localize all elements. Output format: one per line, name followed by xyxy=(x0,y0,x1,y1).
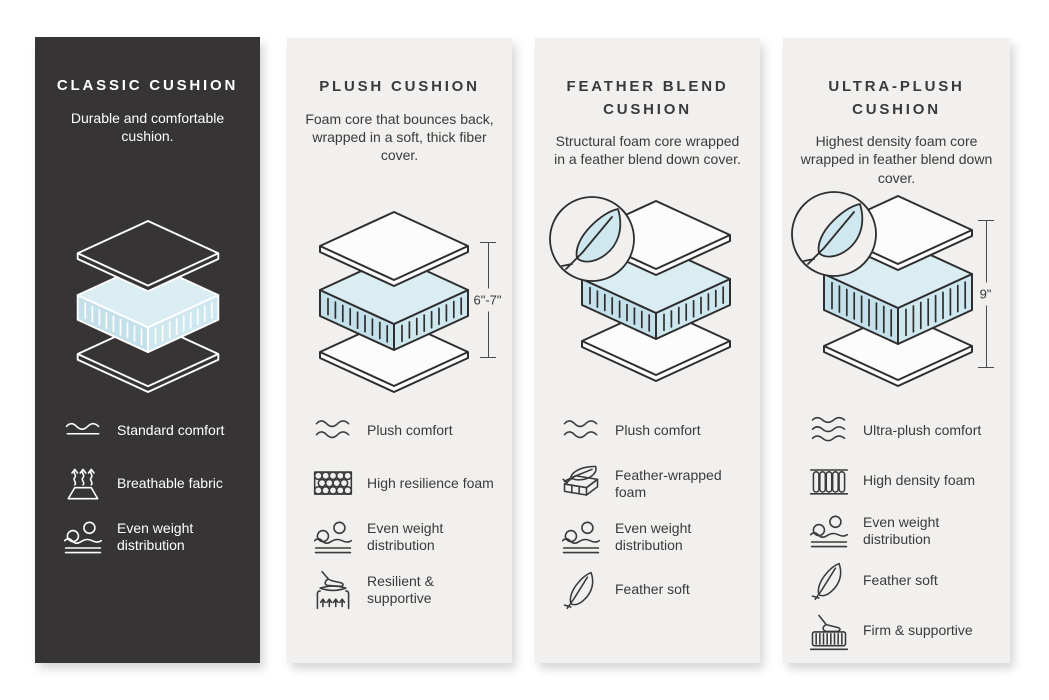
even-weight-icon xyxy=(559,515,615,559)
feature-label: Plush comfort xyxy=(615,422,701,439)
panel-title: ULTRA-PLUSH CUSHION xyxy=(828,78,965,118)
feature-label: Feather soft xyxy=(615,581,690,598)
panel-description: Highest density foam core wrapped in feather blend down cover. xyxy=(800,133,993,186)
firm-icon xyxy=(807,609,863,653)
feature-row xyxy=(61,409,248,453)
feature-label: High density foam xyxy=(863,472,976,489)
feature-row xyxy=(807,509,998,553)
even-weight-icon xyxy=(61,515,117,559)
feather-icon xyxy=(807,559,863,603)
feather-badge-icon xyxy=(792,192,876,276)
cushion-layers-illustration xyxy=(790,190,1004,394)
cushion-stack-icon xyxy=(790,190,990,394)
cushion-layers-illustration xyxy=(53,215,243,403)
feature-row xyxy=(61,515,248,559)
panel-title: PLUSH CUSHION xyxy=(319,78,480,95)
double-wave-icon xyxy=(559,409,615,453)
feature-label: Plush comfort xyxy=(367,422,453,439)
feature-label: Even weight distribution xyxy=(117,519,194,553)
feature-row xyxy=(559,462,748,506)
panel-plush-cushion xyxy=(287,38,512,663)
panel-description: Durable and comfortable cushion. xyxy=(70,109,225,144)
feature-row xyxy=(807,559,998,603)
panel-ultra-plush-cushion xyxy=(783,38,1010,663)
feature-label: Firm & supportive xyxy=(863,622,973,639)
foam-cells-icon xyxy=(311,462,367,506)
height-measurement-label: 9" xyxy=(979,283,993,306)
wave-line-icon xyxy=(61,409,117,453)
resilient-icon xyxy=(311,568,367,612)
feature-label: Even weight distribution xyxy=(615,519,692,553)
feature-row xyxy=(559,515,748,559)
feature-row xyxy=(807,459,998,503)
feature-label: Breathable fabric xyxy=(117,475,223,492)
feature-row xyxy=(807,609,998,653)
cushion-layers-illustration xyxy=(294,206,506,398)
feature-list xyxy=(61,409,248,568)
even-weight-icon xyxy=(311,515,367,559)
feature-label: Resilient & supportive xyxy=(367,572,434,606)
height-measurement-label: 6"-7" xyxy=(472,289,502,312)
feature-label: Standard comfort xyxy=(117,422,225,439)
bracket-cap xyxy=(978,367,994,368)
feature-label: High resilience foam xyxy=(367,475,494,492)
feature-row xyxy=(61,462,248,506)
panel-title: FEATHER BLEND CUSHION xyxy=(566,78,729,118)
panel-description: Foam core that bounces back, wrapped in a soft, thick fiber cover. xyxy=(305,110,494,164)
feature-row xyxy=(311,568,500,612)
feather-icon xyxy=(559,568,615,612)
feature-row xyxy=(311,515,500,559)
panel-description: Structural foam core wrapped in a feather blend down cover. xyxy=(554,133,741,168)
feature-row xyxy=(559,409,748,453)
feature-list xyxy=(311,409,500,621)
height-measurement-bracket xyxy=(978,220,994,368)
feature-label: Ultra-plush comfort xyxy=(863,422,982,439)
cushion-stack-icon xyxy=(548,195,748,387)
triple-wave-icon xyxy=(807,409,863,453)
feature-row xyxy=(807,409,998,453)
bracket-cap xyxy=(480,357,496,358)
panel-classic-cushion xyxy=(35,37,260,663)
feather-badge-icon xyxy=(550,197,634,281)
cushion-stack-icon xyxy=(294,206,494,398)
breathable-icon xyxy=(61,462,117,506)
panel-feather-blend-cushion xyxy=(535,38,760,663)
feature-label: Feather soft xyxy=(863,572,938,589)
feature-list xyxy=(559,409,748,621)
feather-foam-icon xyxy=(559,462,615,506)
cushion-layers-illustration xyxy=(548,195,748,387)
panel-title: CLASSIC CUSHION xyxy=(56,77,239,94)
density-foam-icon xyxy=(807,459,863,503)
feature-label: Feather-wrapped foam xyxy=(615,466,722,500)
feature-row xyxy=(559,568,748,612)
double-wave-icon xyxy=(311,409,367,453)
feature-list xyxy=(807,409,998,659)
even-weight-icon xyxy=(807,509,863,553)
feature-label: Even weight distribution xyxy=(367,519,444,553)
height-measurement-bracket xyxy=(473,242,502,358)
feature-row xyxy=(311,409,500,453)
cushion-stack-icon xyxy=(53,215,243,398)
feature-label: Even weight distribution xyxy=(863,513,940,547)
feature-row xyxy=(311,462,500,506)
